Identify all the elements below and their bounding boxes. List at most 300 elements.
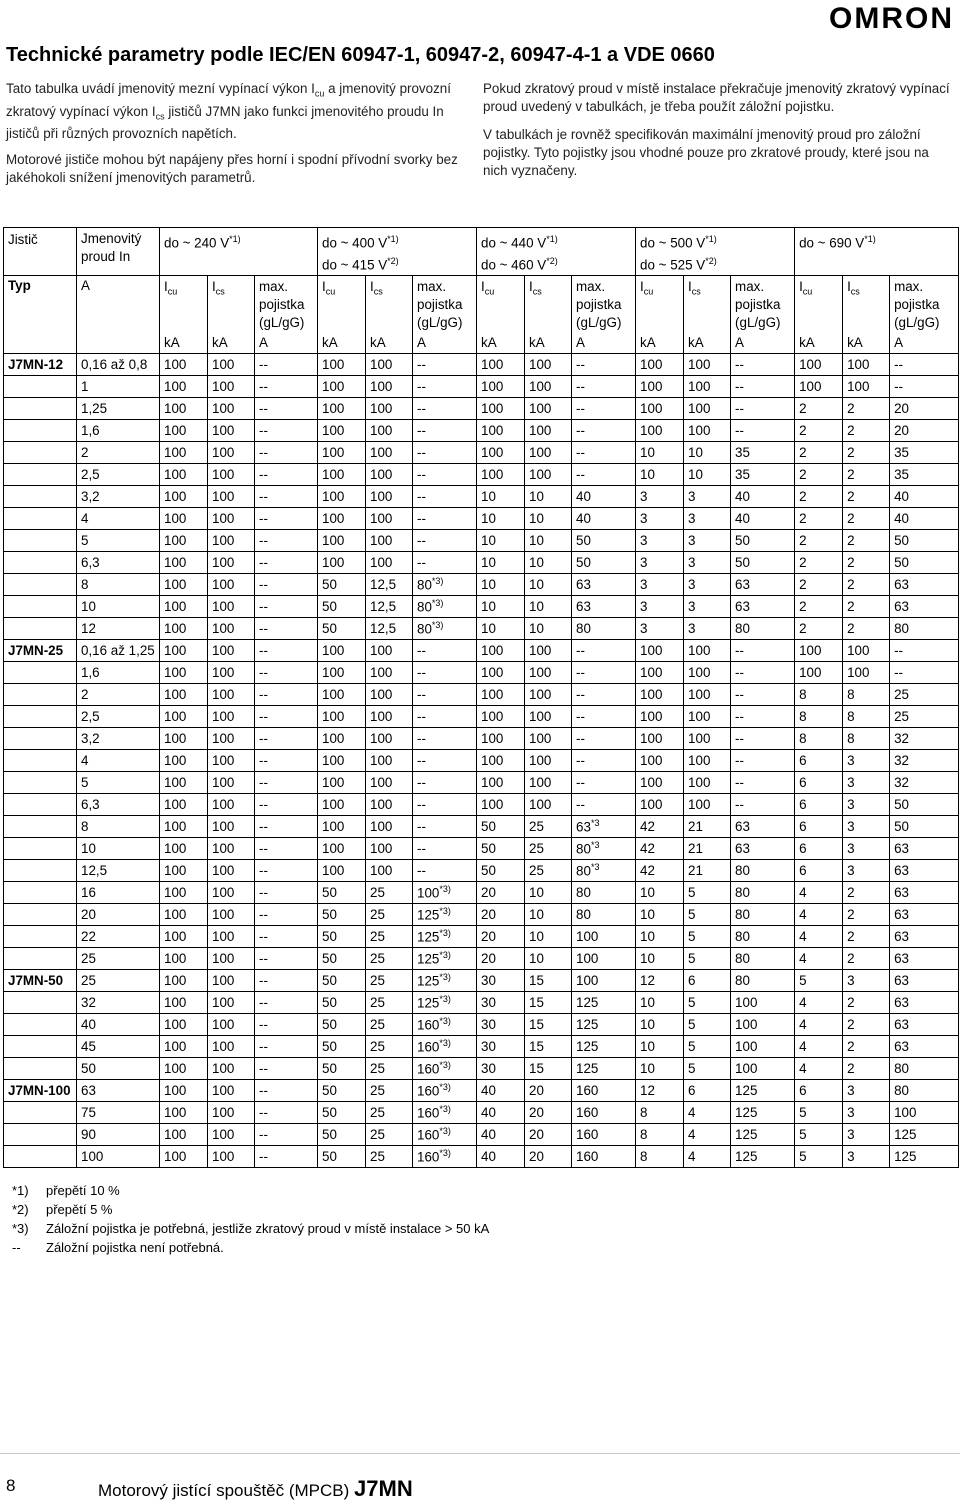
cell-jmenovity-proud: 32 [77, 991, 160, 1013]
table-cell: 100 [636, 353, 684, 375]
table-row [4, 529, 959, 551]
table-cell: 100 [477, 463, 525, 485]
table-cell: 80 [731, 859, 795, 881]
table-cell: 2 [795, 463, 843, 485]
unit-cell: kA [684, 332, 731, 354]
table-cell: -- [255, 771, 318, 793]
table-cell: 35 [731, 463, 795, 485]
table-cell: 10 [525, 595, 572, 617]
table-cell: -- [255, 573, 318, 595]
table-cell: 3 [636, 595, 684, 617]
unit-cell: kA [318, 332, 366, 354]
table-cell: 100 [318, 793, 366, 815]
table-cell: 2 [843, 441, 890, 463]
table-cell: 25 [366, 1013, 413, 1035]
table-cell: -- [413, 375, 477, 397]
cell-jmenovity-proud: 3,2 [77, 485, 160, 507]
table-cell: 20 [525, 1079, 572, 1101]
table-cell: 100 [160, 771, 208, 793]
table-cell: 10 [525, 617, 572, 639]
table-cell: 12,5 [366, 573, 413, 595]
table-cell: 100 [636, 771, 684, 793]
table-cell: 8 [795, 683, 843, 705]
table-cell: -- [255, 529, 318, 551]
table-cell: 100 [208, 375, 255, 397]
table-cell: 50 [318, 991, 366, 1013]
table-cell: 2 [843, 1013, 890, 1035]
table-cell: 125$^{*3)}$ [413, 925, 477, 947]
table-cell: 100 [318, 507, 366, 529]
cell-typ [4, 815, 77, 837]
table-cell: -- [731, 661, 795, 683]
table-cell: 100 [684, 705, 731, 727]
cell-typ [4, 463, 77, 485]
table-cell: 63 [890, 947, 959, 969]
table-cell: 100 [366, 419, 413, 441]
table-cell: 80 [890, 617, 959, 639]
table-row [4, 727, 959, 749]
cell-typ: J7MN-25 [4, 639, 77, 661]
table-cell: 100 [636, 661, 684, 683]
table-cell: 100 [636, 419, 684, 441]
cell-jmenovity-proud: 5 [77, 529, 160, 551]
table-cell: 20 [477, 881, 525, 903]
table-cell: 6 [795, 1079, 843, 1101]
table-cell: 100 [208, 595, 255, 617]
table-cell: 3 [843, 771, 890, 793]
table-cell: 15 [525, 1013, 572, 1035]
table-cell: -- [255, 353, 318, 375]
table-cell: 5 [795, 969, 843, 991]
table-cell: 100 [160, 1079, 208, 1101]
table-cell: 2 [843, 485, 890, 507]
table-cell: -- [255, 1101, 318, 1123]
header-icu-1: $I_{cu}$ [160, 275, 208, 332]
table-cell: 8 [843, 727, 890, 749]
cell-jmenovity-proud: 3,2 [77, 727, 160, 749]
table-cell: -- [255, 639, 318, 661]
table-cell: 42 [636, 837, 684, 859]
table-cell: 100 [684, 793, 731, 815]
table-cell: -- [255, 683, 318, 705]
table-cell: 3 [684, 617, 731, 639]
table-cell: 63 [572, 573, 636, 595]
table-cell: 100 [208, 639, 255, 661]
table-cell: 20 [525, 1145, 572, 1167]
table-cell: 100 [160, 639, 208, 661]
table-cell: -- [572, 727, 636, 749]
table-cell: 10 [477, 529, 525, 551]
table-cell: 2 [795, 529, 843, 551]
table-cell: 100 [160, 617, 208, 639]
table-cell: 100 [208, 1013, 255, 1035]
table-cell: 50 [477, 859, 525, 881]
table-cell: 63 [890, 1035, 959, 1057]
table-row [4, 463, 959, 485]
header-voltage-690: do ~ 690 $V^{*1)}$ [795, 228, 959, 276]
table-cell: 3 [684, 551, 731, 573]
table-cell: 100 [160, 1123, 208, 1145]
table-cell: 100 [843, 639, 890, 661]
cell-typ [4, 507, 77, 529]
table-cell: -- [413, 793, 477, 815]
table-cell: -- [413, 705, 477, 727]
table-cell: 100 [160, 485, 208, 507]
table-row [4, 683, 959, 705]
cell-jmenovity-proud: 8 [77, 815, 160, 837]
table-cell: 3 [843, 815, 890, 837]
table-cell: 100 [318, 749, 366, 771]
table-cell: 2 [843, 881, 890, 903]
table-cell: 2 [843, 991, 890, 1013]
table-cell: -- [413, 485, 477, 507]
table-cell: 8 [843, 705, 890, 727]
table-cell: 100 [208, 749, 255, 771]
table-cell: 2 [843, 903, 890, 925]
table-cell: 100 [731, 1013, 795, 1035]
table-cell: 2 [843, 947, 890, 969]
table-row [4, 969, 959, 991]
table-cell: 100 [160, 1013, 208, 1035]
table-cell: 100 [160, 947, 208, 969]
table-cell: 2 [843, 419, 890, 441]
cell-jmenovity-proud: 90 [77, 1123, 160, 1145]
table-row [4, 397, 959, 419]
table-row [4, 441, 959, 463]
table-cell: -- [890, 353, 959, 375]
table-cell: 25 [525, 815, 572, 837]
table-cell: 3 [636, 529, 684, 551]
table-cell: -- [731, 375, 795, 397]
table-cell: 100 [160, 419, 208, 441]
table-cell: -- [413, 749, 477, 771]
table-cell: 100 [684, 375, 731, 397]
table-cell: 63 [731, 573, 795, 595]
table-cell: 100 [160, 441, 208, 463]
table-cell: 100 [525, 463, 572, 485]
unit-cell: kA [160, 332, 208, 354]
table-cell: -- [255, 859, 318, 881]
table-cell: 100 [160, 881, 208, 903]
table-cell: 15 [525, 1035, 572, 1057]
table-cell: 100 [795, 353, 843, 375]
cell-typ [4, 1123, 77, 1145]
table-cell: 10 [477, 507, 525, 529]
table-cell: 2 [795, 507, 843, 529]
table-cell: 5 [684, 1013, 731, 1035]
table-cell: 100 [318, 485, 366, 507]
table-cell: 4 [795, 1057, 843, 1079]
units-empty [77, 332, 160, 354]
table-cell: 80$^{*3)}$ [413, 617, 477, 639]
table-cell: -- [255, 727, 318, 749]
table-cell: 10 [525, 925, 572, 947]
table-cell: -- [572, 441, 636, 463]
table-cell: 25 [890, 683, 959, 705]
table-cell: 20 [890, 397, 959, 419]
cell-typ [4, 925, 77, 947]
table-cell: 100 [843, 661, 890, 683]
cell-jmenovity-proud: 40 [77, 1013, 160, 1035]
table-cell: 100 [208, 661, 255, 683]
table-cell: 100 [208, 463, 255, 485]
table-cell: 160$^{*3)}$ [413, 1013, 477, 1035]
table-cell: -- [731, 705, 795, 727]
table-cell: -- [413, 441, 477, 463]
table-cell: 6 [795, 837, 843, 859]
table-cell: 3 [636, 573, 684, 595]
table-cell: 2 [843, 1035, 890, 1057]
table-cell: 25 [525, 859, 572, 881]
table-cell: 2 [843, 573, 890, 595]
table-cell: 100 [477, 727, 525, 749]
table-cell: 100 [318, 771, 366, 793]
table-cell: 100 [684, 727, 731, 749]
table-cell: -- [255, 1035, 318, 1057]
table-cell: -- [413, 551, 477, 573]
table-cell: 80$^{*3)}$ [413, 573, 477, 595]
table-cell: 100 [477, 639, 525, 661]
table-cell: 40 [890, 507, 959, 529]
table-cell: 100 [684, 771, 731, 793]
table-cell: 50 [890, 529, 959, 551]
table-cell: 10 [525, 573, 572, 595]
table-cell: 100 [477, 397, 525, 419]
table-cell: 100 [684, 353, 731, 375]
cell-typ [4, 551, 77, 573]
footnote-mark: -- [12, 1240, 21, 1255]
table-cell: 100 [160, 991, 208, 1013]
table-cell: -- [413, 771, 477, 793]
table-cell: 3 [684, 573, 731, 595]
table-cell: -- [255, 419, 318, 441]
table-cell: 50 [477, 837, 525, 859]
table-cell: 2 [795, 419, 843, 441]
table-cell: 10 [636, 1057, 684, 1079]
footnote-mark: *1) [12, 1183, 29, 1198]
cell-typ [4, 573, 77, 595]
table-cell: -- [572, 463, 636, 485]
header-jmenovity-proud: Jmenovitý proud In [77, 228, 160, 276]
header-voltage-400: do ~ 400 $V^{*1)}$ do ~ 415 $V^{*2)}$ [318, 228, 477, 276]
table-cell: 4 [795, 991, 843, 1013]
table-cell: 100 [318, 529, 366, 551]
table-cell: 4 [795, 1013, 843, 1035]
table-cell: 63 [890, 969, 959, 991]
table-cell: 10 [636, 1035, 684, 1057]
table-cell: 100 [160, 1101, 208, 1123]
table-cell: -- [255, 463, 318, 485]
table-row [4, 925, 959, 947]
table-cell: 12 [636, 969, 684, 991]
footnote [12, 1200, 489, 1219]
table-cell: 5 [684, 1057, 731, 1079]
cell-jmenovity-proud: 10 [77, 595, 160, 617]
cell-typ [4, 529, 77, 551]
table-cell: 80$^{*3)}$ [413, 595, 477, 617]
table-cell: -- [255, 441, 318, 463]
table-cell: 3 [636, 617, 684, 639]
header-max-2: max. pojistka (gL/gG) [413, 275, 477, 332]
table-cell: 100 [366, 639, 413, 661]
table-cell: 5 [684, 925, 731, 947]
table-cell: 100 [160, 507, 208, 529]
table-cell: 50 [890, 815, 959, 837]
units-row [4, 332, 959, 354]
table-cell: 80 [731, 925, 795, 947]
table-cell: 10 [525, 529, 572, 551]
table-cell: 40 [731, 507, 795, 529]
cell-typ [4, 947, 77, 969]
table-row [4, 485, 959, 507]
table-cell: 100 [366, 815, 413, 837]
cell-typ [4, 1013, 77, 1035]
table-cell: -- [255, 617, 318, 639]
table-cell: -- [572, 419, 636, 441]
table-cell: 100 [208, 815, 255, 837]
table-cell: -- [413, 397, 477, 419]
table-cell: -- [255, 661, 318, 683]
table-cell: 50 [318, 1101, 366, 1123]
table-cell: -- [572, 661, 636, 683]
table-cell: 160 [572, 1145, 636, 1167]
table-cell: 32 [890, 727, 959, 749]
table-row [4, 947, 959, 969]
table-cell: 4 [795, 925, 843, 947]
table-cell: 20 [890, 419, 959, 441]
table-cell: 100 [636, 749, 684, 771]
parameters-table [3, 227, 959, 1168]
table-cell: -- [255, 1123, 318, 1145]
table-cell: -- [572, 353, 636, 375]
cell-typ [4, 661, 77, 683]
table-cell: 10 [525, 507, 572, 529]
intro-paragraph: Tato tabulka uvádí jmenovitý mezní vypínací výkon $I_{cu}$ a jmenovitý provozní zkratový vypínací výkon $I_{cs}$ jističů J7MN jako funkci jmenovitého proudu In jističů při různých provozních napětích. [6, 81, 451, 142]
cell-typ [4, 705, 77, 727]
table-row [4, 573, 959, 595]
table-cell: 2 [843, 463, 890, 485]
table-cell: 6 [684, 969, 731, 991]
table-cell: 100 [208, 397, 255, 419]
table-cell: 100 [572, 925, 636, 947]
table-cell: 12,5 [366, 595, 413, 617]
table-cell: 100 [366, 727, 413, 749]
table-cell: 50 [318, 947, 366, 969]
table-cell: 100 [208, 419, 255, 441]
table-cell: 50 [318, 969, 366, 991]
cell-typ [4, 1145, 77, 1167]
table-cell: 10 [477, 617, 525, 639]
cell-jmenovity-proud: 45 [77, 1035, 160, 1057]
table-cell: 100 [208, 793, 255, 815]
table-cell: 100 [160, 661, 208, 683]
table-cell: 2 [843, 1057, 890, 1079]
table-cell: 100 [684, 639, 731, 661]
unit-cell: kA [366, 332, 413, 354]
table-cell: 63 [890, 837, 959, 859]
table-cell: 50 [318, 595, 366, 617]
cell-typ [4, 397, 77, 419]
table-cell: 42 [636, 859, 684, 881]
table-cell: 3 [843, 859, 890, 881]
table-cell: 100 [160, 793, 208, 815]
table-cell: 25 [890, 705, 959, 727]
table-cell: 2 [795, 573, 843, 595]
table-cell: 100 [208, 1035, 255, 1057]
table-cell: 40 [477, 1079, 525, 1101]
table-cell: -- [255, 991, 318, 1013]
cell-jmenovity-proud: 1,6 [77, 661, 160, 683]
table-cell: 100 [318, 397, 366, 419]
table-cell: 10 [636, 903, 684, 925]
table-cell: 100 [525, 353, 572, 375]
table-cell: 100 [208, 969, 255, 991]
page-title: Technické parametry podle IEC/EN 60947-1, 60947-2, 60947-4-1 a VDE 0660 [6, 44, 715, 66]
table-cell: 2 [795, 485, 843, 507]
table-cell: 12,5 [366, 617, 413, 639]
table-cell: 2 [795, 551, 843, 573]
table-cell: 40 [890, 485, 959, 507]
omron-logo: OMRON [829, 2, 954, 35]
table-cell: -- [255, 551, 318, 573]
table-cell: 100 [160, 705, 208, 727]
table-cell: 100 [318, 837, 366, 859]
unit-cell: A [413, 332, 477, 354]
cell-typ [4, 1035, 77, 1057]
table-row [4, 375, 959, 397]
table-cell: 100 [572, 969, 636, 991]
cell-jmenovity-proud: 20 [77, 903, 160, 925]
table-cell: 160$^{*3)}$ [413, 1035, 477, 1057]
table-cell: 100 [525, 749, 572, 771]
table-cell: 10 [636, 947, 684, 969]
table-cell: 100 [208, 485, 255, 507]
unit-cell: kA [795, 332, 843, 354]
table-cell: 3 [684, 485, 731, 507]
footer-rule [0, 1453, 960, 1454]
table-cell: -- [255, 1013, 318, 1035]
table-cell: 80 [572, 617, 636, 639]
table-cell: 100 [636, 793, 684, 815]
table-cell: -- [255, 815, 318, 837]
table-cell: 10 [477, 595, 525, 617]
table-cell: 12 [636, 1079, 684, 1101]
table-cell: -- [413, 353, 477, 375]
footer-title [98, 1476, 413, 1502]
table-cell: 100 [318, 859, 366, 881]
table-cell: 25 [525, 837, 572, 859]
table-cell: 100 [208, 507, 255, 529]
table-row [4, 705, 959, 727]
table-cell: 100 [318, 727, 366, 749]
table-cell: 50 [572, 551, 636, 573]
table-cell: 100 [525, 771, 572, 793]
table-cell: 160 [572, 1123, 636, 1145]
table-cell: 160 [572, 1101, 636, 1123]
table-cell: -- [255, 595, 318, 617]
table-cell: 100 [890, 1101, 959, 1123]
table-cell: 100 [208, 705, 255, 727]
table-row [4, 507, 959, 529]
header-icu-3: $I_{cu}$ [477, 275, 525, 332]
cell-jmenovity-proud: 16 [77, 881, 160, 903]
table-cell: 100 [731, 1035, 795, 1057]
table-cell: 100 [525, 661, 572, 683]
table-cell: 100 [477, 793, 525, 815]
table-cell: -- [731, 793, 795, 815]
table-cell: 63 [890, 881, 959, 903]
table-cell: 80$^{*3}$ [572, 859, 636, 881]
